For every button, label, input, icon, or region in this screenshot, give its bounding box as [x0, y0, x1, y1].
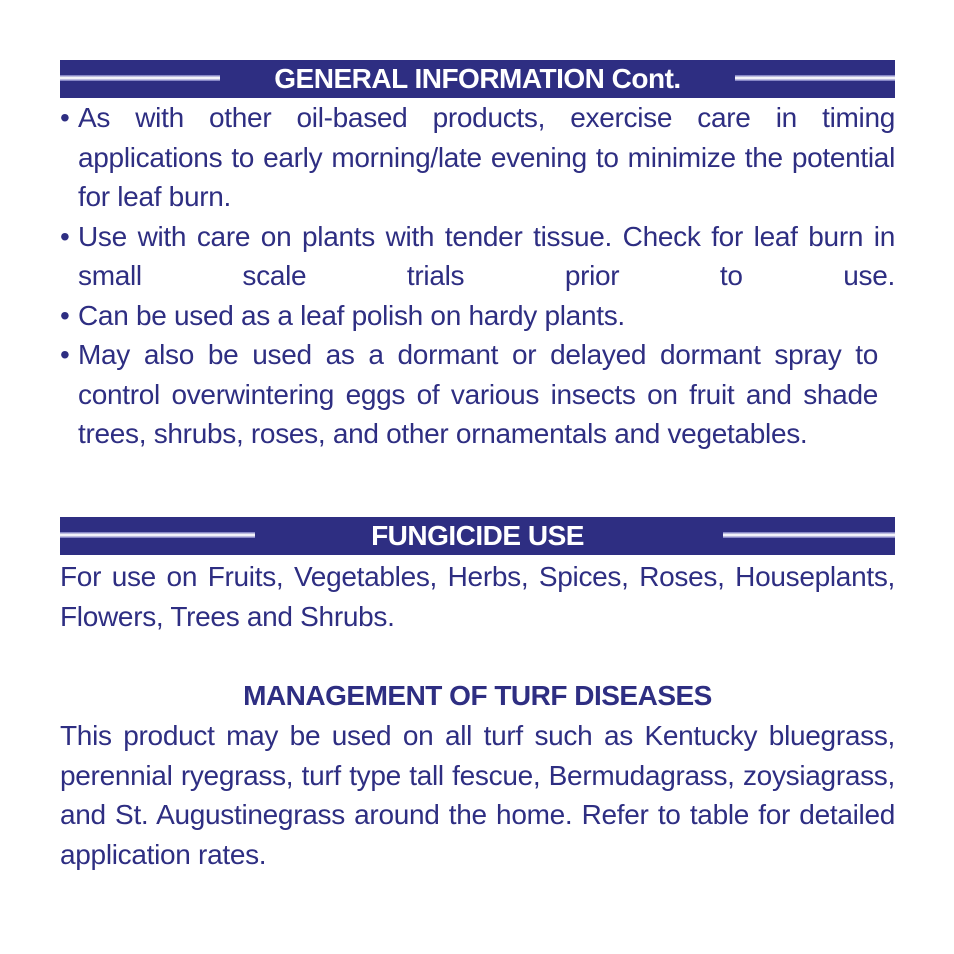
general-information-header: GENERAL INFORMATION Cont.: [274, 63, 681, 94]
bullet-item: • May also be used as a dormant or delayed dormant spray to control overwintering eggs of various insects on fruit and shade trees, shrubs, roses, and other ornamentals and vegetables.: [60, 335, 878, 454]
fungicide-use-header-band: [60, 517, 895, 555]
fungicide-use-text: For use on Fruits, Vegetables, Herbs, Spices, Roses, Houseplants, Flowers, Trees and Shrubs.: [60, 561, 895, 632]
general-information-bullets: [60, 98, 895, 454]
turf-diseases-heading: MANAGEMENT OF TURF DISEASES: [243, 680, 712, 711]
bullet-item: • Can be used as a leaf polish on hardy plants.: [60, 296, 895, 336]
turf-diseases-text: This product may be used on all turf such as Kentucky bluegrass, perennial ryegrass, turf type tall fescue, Bermudagrass, zoysiagrass, and St. Augustinegrass around the home. Refer to table for detailed application rates.: [60, 720, 895, 870]
general-information-header-band: [60, 60, 895, 98]
fungicide-use-header: FUNGICIDE USE: [371, 520, 584, 551]
bullet-item: • As with other oil-based products, exercise care in timing applications to early morning/late evening to minimize the potential for leaf burn.: [60, 98, 895, 217]
bullet-item: • Use with care on plants with tender tissue. Check for leaf burn in small scale trials prior to use.: [60, 217, 895, 296]
